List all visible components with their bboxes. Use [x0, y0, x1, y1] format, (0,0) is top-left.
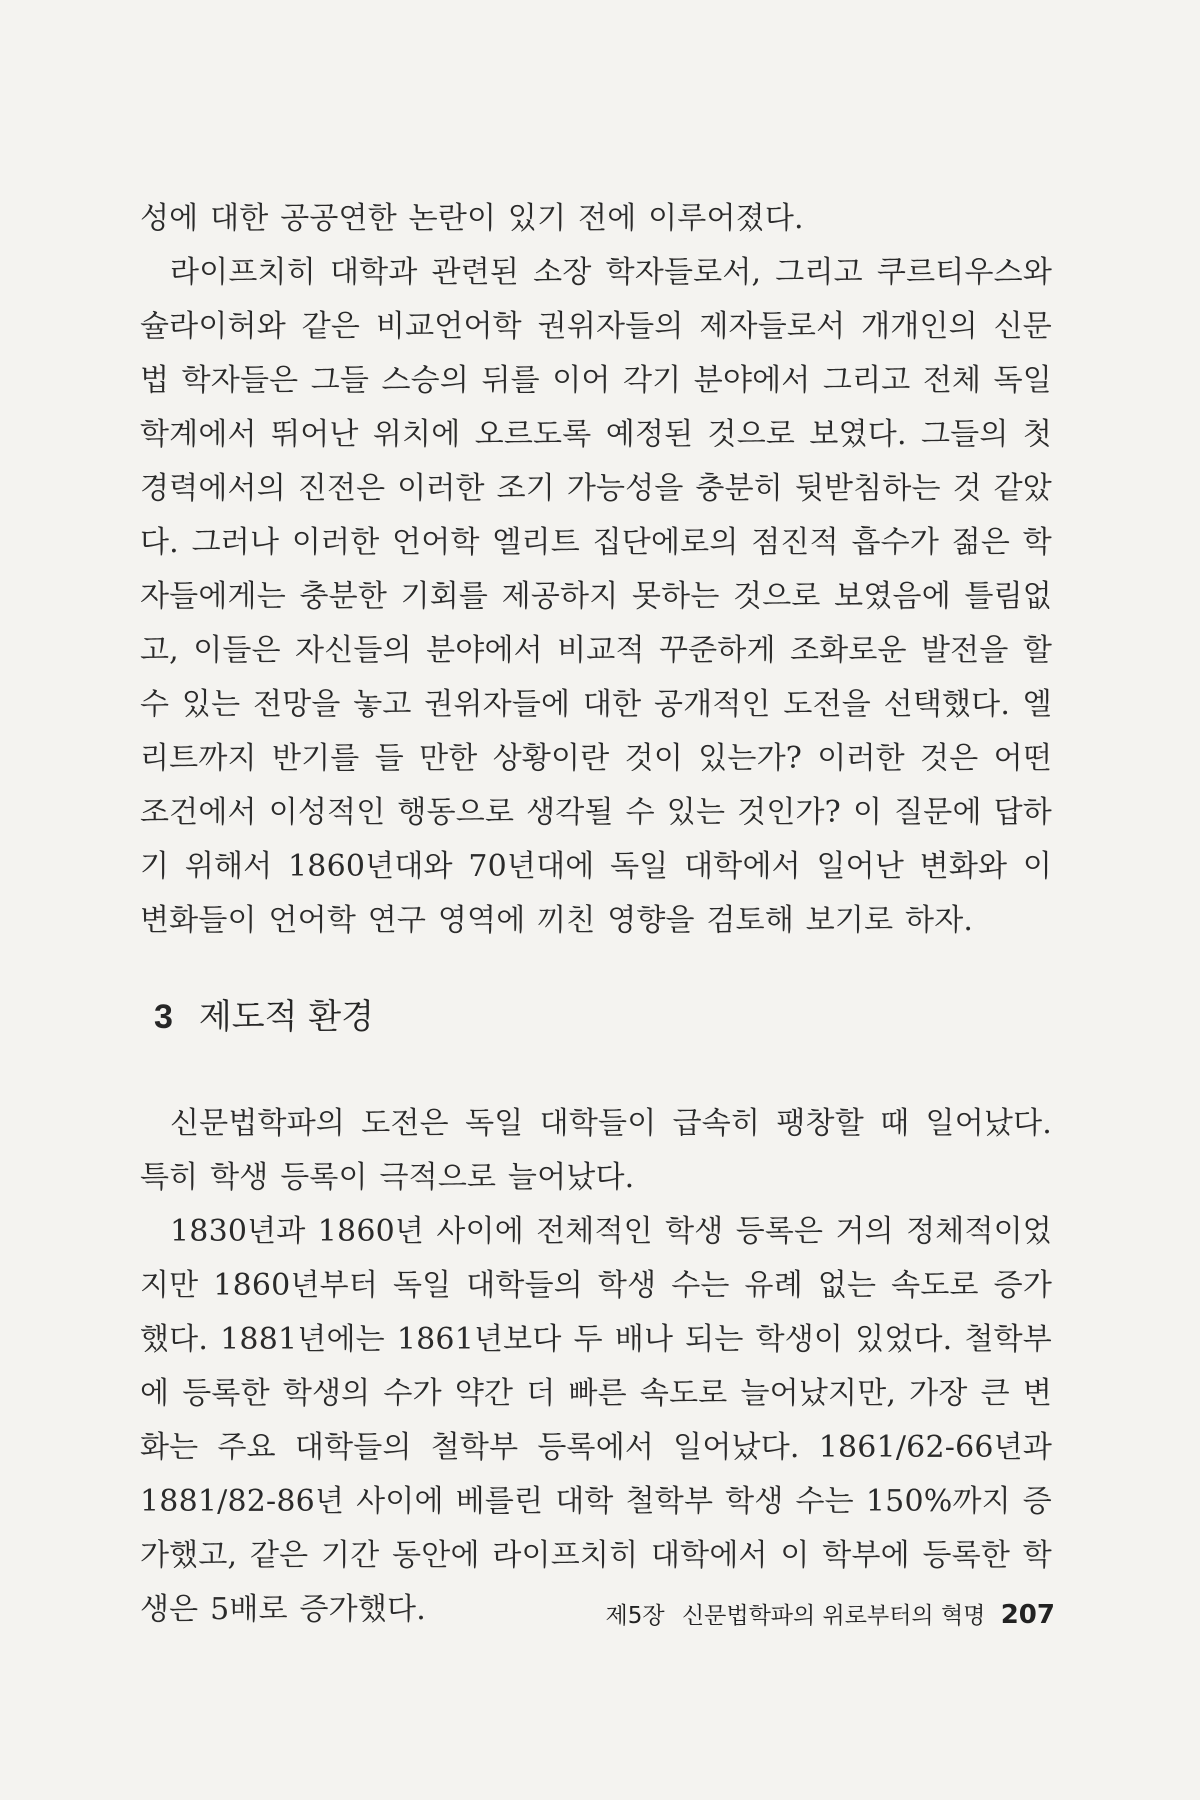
paragraph-continuation: 성에 대한 공공연한 논란이 있기 전에 이루어졌다. [140, 201, 804, 236]
section-title: 제도적 환경 [198, 997, 374, 1037]
section-number: 3 [154, 998, 173, 1036]
page-number: 207 [1000, 1600, 1055, 1630]
running-footer [606, 1597, 1055, 1630]
section-heading [154, 995, 374, 1039]
paragraph-neogrammarians: 라이프치히 대학과 관련된 소장 학자들로서, 그리고 쿠르티우스와 슐라이허와 같은 비교언어학 권위자들의 제자들로서 개개인의 신문법 학자들은 그들 스승의 뒤를 이어 각기 분야에서 그리고 전체 독일 학계에서 뛰어난 위치에 오르도록 예정된 것으로 보였다. 그들의 첫 경력에서의 진전은 이러한 조기 가능성을 충분히 뒷받침하는 것 같았다. 그러나 이러한 언어학 엘리트 집단에로의 점진적 흡수가 젊은 학자들에게는 충분한 기회를 제공하지 못하는 것으로 보였음에 틀림없고, 이들은 자신들의 분야에서 비교적 꾸준하게 조화로운 발전을 할 수 있는 전망을 놓고 권위자들에 대한 공개적인 도전을 선택했다. 엘리트까지 반기를 들 만한 상황이란 것이 있는가? 이러한 것은 어떤 조건에서 이성적인 행동으로 생각될 수 있는 것인가? 이 질문에 답하기 위해서 1860년대와 70년대에 독일 대학에서 일어난 변화와 이 변화들이 언어학 연구 영역에 끼친 영향을 검토해 보기로 하자. [140, 255, 1052, 938]
paragraph-challenge: 신문법학파의 도전은 독일 대학들이 급속히 팽창할 때 일어났다. 특히 학생 등록이 극적으로 늘어났다. [140, 1106, 1052, 1195]
paragraph-enrollment: 1830년과 1860년 사이에 전체적인 학생 등록은 거의 정체적이었지만 1860년부터 독일 대학들의 학생 수는 유례 없는 속도로 증가했다. 1881년에는 1861년보다 두 배나 되는 학생이 있었다. 철학부에 등록한 학생의 수가 약간 더 빠른 속도로 늘어났지만, 가장 큰 변화는 주요 대학들의 철학부 등록에서 일어났다. 1861/62-66년과 1881/82-86년 사이에 베를린 대학 철학부 학생 수는 150%까지 증가했고, 같은 기간 동안에 라이프치히 대학에서 이 학부에 등록한 학생은 5배로 증가했다. [140, 1214, 1052, 1627]
chapter-label: 제5장 [605, 1603, 665, 1629]
section-body-text [140, 1097, 1052, 1637]
body-text [140, 192, 1052, 948]
chapter-title: 신문법학파의 위로부터의 혁명 [681, 1603, 986, 1629]
